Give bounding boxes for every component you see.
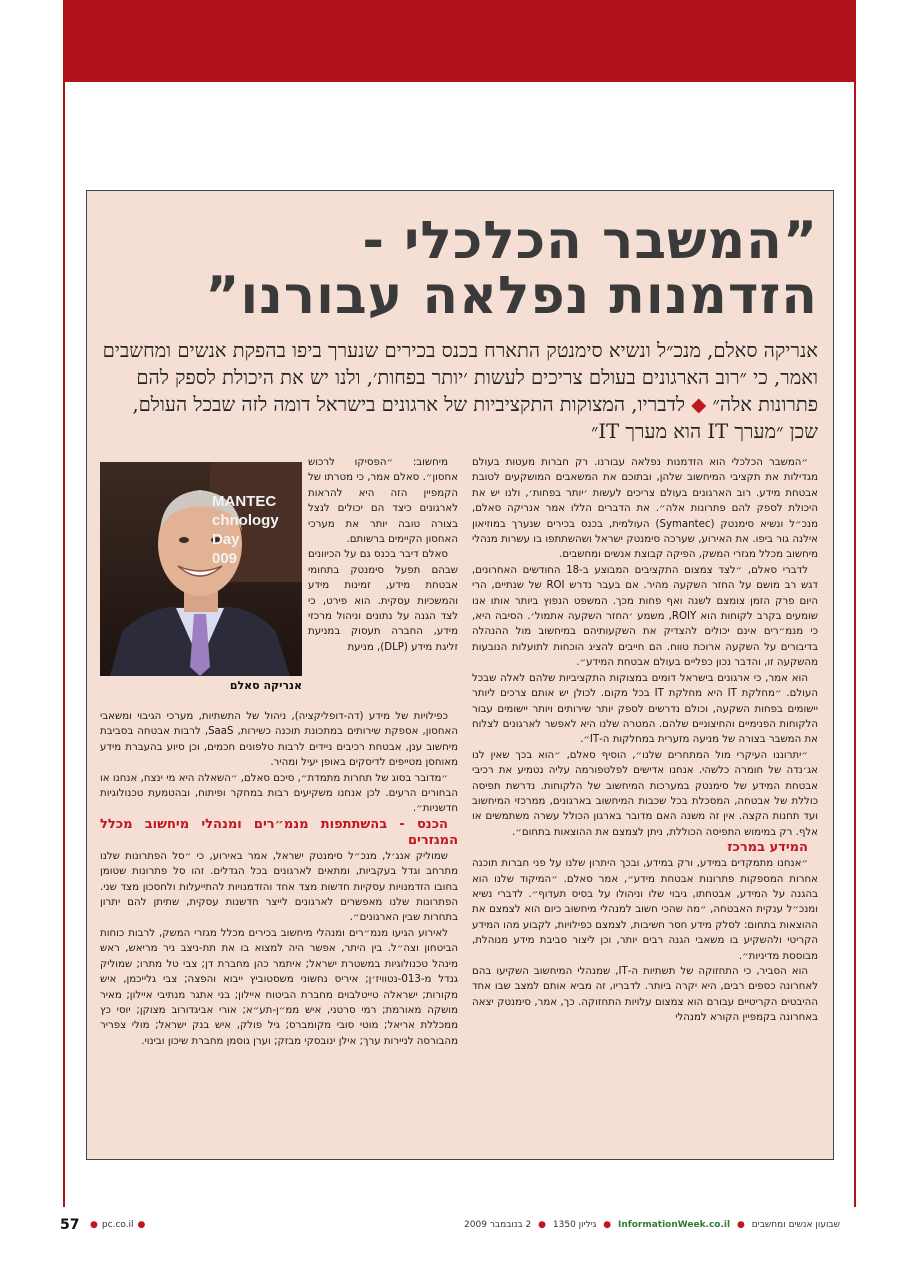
deck-part-1: אנריקה סאלם, מנכ״ל ונשיא סימנטק התארח בכנס בכירים שנערך ביפו בהפקת אנשים ומחשבים ואמר, כי ״רוב הארגונים בעולם צריכים לעשות ׳יותר בפחות׳, ולנו יש את היכולת לספק להם פתרונות אלה״ (102, 339, 818, 416)
article-column-right (472, 455, 818, 1026)
footer-url (86, 1214, 149, 1236)
footer-credits (464, 1214, 840, 1236)
paragraph: ״מדובר בסוג של תחרות מתמדת״, סיכם סאלם, ״השאלה היא מי ינצח, אנחנו או הבחורים הרעים. לכן אנחנו משקיעים רבות במחקר ופיתוח, ובהטמעת טכנולוגיות חדשניות״. (100, 772, 458, 815)
title-line-1: ”המשבר הכלכלי - (362, 211, 818, 271)
diamond-icon: ◆ (691, 393, 707, 416)
footer-date: 2 בנובמבר 2009 (464, 1220, 532, 1230)
paragraph: הוא הסביר, כי התחזוקה של תשתיות ה-IT, שמנהלי המיחשוב השקיעו בהם לאחרונה כספים רבים, היא יקרה ביותר. לדבריו, זה מביא אותם למצב שבו אחד ההיבטים הקריטיים עבורם הוא צמצום עלויות התחזוקה. כך, אמר, סימנטק יצאה באחרונה בקמפיין הקורא למנהלי (472, 966, 818, 1024)
bullet-icon: ● (736, 1220, 745, 1230)
footer-site: InformationWeek.co.il (618, 1220, 731, 1230)
page-footer (60, 1214, 840, 1236)
footer-publication: שבועון אנשים ומחשבים (751, 1220, 840, 1230)
paragraph: סאלם דיבר בכנס גם על הכיוונים שבהם תפעל סימנטק בתחומי אבטחת מידע, זמינות מידע והמשכיות עסקית. הוא פירט, כי לצד הגנה על נתונים וניהול מרכזי מידע, החברה תעסוק במניעת זליגת מידע (DLP), מניעת (308, 549, 458, 653)
photo-banner-text: MANTEC chnology Day 009 (212, 493, 279, 567)
bullet-icon: ● (137, 1220, 146, 1230)
section-heading: הכנס - בהשתתפות מנמ״רים ומנהלי מיחשוב מכלל המגזרים (100, 816, 458, 848)
article-deck (100, 337, 818, 445)
paragraph: כפילויות של מידע (דה-דופליקציה), ניהול של התשתיות, מערכי הגיבוי ומשאבי האחסון, אספקת שירותים במתכונת תוכנה כשירות, SaaS, לרבות אבטחה בסביבת מיחשוב ענן, אבטחת רכיבים ניידים לרבות טלפונים חכמים, וכן סיוע בהעברת מידע מאוחסן מטייפים לדיסקים באופן יעיל ומהיר. (100, 711, 458, 769)
article-title (100, 211, 818, 326)
bullet-icon: ● (603, 1220, 612, 1230)
article-column-left (100, 709, 458, 1049)
page-number: 57 (60, 1217, 80, 1233)
bullet-icon: ● (90, 1220, 98, 1230)
paragraph: מיחשוב: ״הפסיקו לרכוש אחסון״. סאלם אמר, כי מטרתו של הקמפיין הזה היא להראות לארגונים כיצד הם יכולים לנצל בצורה טובה יותר את מערכי האחסון הקיימים ברשותם. (308, 457, 458, 546)
title-line-2: הזדמנות נפלאה עבורנו” (205, 266, 818, 326)
paragraph: הוא אמר, כי ארגונים בישראל דומים במצוקות התקציביות שלהם לאלה שבכל העולם. ״מחלקת IT היא מחלקת IT בכל מקום. לכולן יש אותם צרכים ליותר יישומים בפחות השקעה, וכולם נדרשים לספק יותר שירותים ויותר יישומים עבור הלקוחות הפנימיים והחיצוניים שלהם. המטרה שלנו היא לאפשר לארגונים לצלוח את המשבר בצורה של מניעה מזערית במחלקות ה-IT״. (472, 672, 818, 746)
section-heading: המידע במרכז (727, 840, 808, 856)
footer-url-text: pc.co.il (101, 1220, 134, 1230)
deck-part-2: לדבריו, המצוקות התקציביות של ארגונים בישראל דומה לזה שבכל העולם, שכן ״מערך IT הוא מערך IT״ (132, 393, 818, 443)
photo-caption: אנריקה סאלם (229, 679, 302, 692)
paragraph: שמוליק אנג׳ל, מנכ״ל סימנטק ישראל, אמר באירוע, כי ״סל הפתרונות שלנו מתרחב וגדל בעקביות, ומתאים לארגונים בכל הגדלים. זהו סל פתרונות שטומן בחובו הזדמנויות עסקיות חדשות מצד אחד והזדמנויות להתייעלות ולחסכון מצד שני. הפתרונות שלנו מאפשרים לארגונים לייצר חדשנות עסקית, שתיתן להם יתרון בתחרות שבין הארגונים״. (100, 850, 458, 924)
paragraph: לדברי סאלם, ״לצד צמצום התקציבים המבוצע ב-18 החודשים האחרונים, דגש רב מושם על החזר השקעה מהיר. אם בעבר נדרש ROI של שנתיים, הרי היום פרק הזמן צומצם לשנה ואף פחות מכך. המשפט הנפוץ ביותר אותו אנו שומעים בקרב לקוחות הוא ROIY, משמע ׳החזר השקעה אתמול׳. הסיבה היא, כי מנמ״רים אינם יכולים להצדיק את השקעותיהם במיחשוב מול ההנהלה בדיבורים על השקעה ארוכת טווח. הם חייבים להציג הוכחות לתועלות הנובעות מהשקעה זו, והדבר נכון כפליים בעולם אבטחת המידע״. (472, 564, 819, 669)
bullet-icon: ● (538, 1220, 547, 1230)
footer-issue: גיליון 1350 (552, 1220, 597, 1230)
page-rule-left (63, 82, 65, 1207)
paragraph: ״המשבר הכלכלי הוא הזדמנות נפלאה עבורנו. רק חברות מעטות בעולם מגדילות את תקציבי המיחשוב שלהן, ובתוכם את המשאבים המושקעים לטובת אבטחת מידע. רוב הארגונים בעולם צריכים לעשות ׳יותר בפחות׳, ולנו יש את היכולת לספק להם פתרונות אלה״. את הדברים הללו אמר אנריקה סאלם, מנכ״ל ונשיא סימנטק (Symantec) העולמית, בכנס בכירים שנערך במוזיאון אילנה גור ביפו. את האירוע, שערכה סימנטק ישראל ושהשתתפו בו עשרות מנהלי מיחשוב מכלל מגזרי המשק, הפיקה קבוצת אנשים ומחשבים. (472, 457, 818, 561)
article-column-left-upper (308, 455, 458, 655)
masthead-band (63, 0, 856, 82)
paragraph: ״יתרוננו העיקרי מול המתחרים שלנו״, הוסיף סאלם, ״הוא בכך שאין לנו אג׳נדה של חומרה כלשהי. אנחנו אדישים לפלטפורמה עליה נטמיע את רכיבי אבטחת המידע של סימנטק במערכות המיחשוב של הלקוחות. נדרשת תפיסה כוללת של אבטחה, המסכלת בכל שכבות המיחשוב בארגונים, ממרכזי המיחשוב ועד תחנות הקצה. אין זה משנה האם מדובר בארגון הכולל עשרה משתמשים או אלף. רק במימוש התפיסה הכוללת, ניתן לצמצם את ההוצאות בתחום״. (472, 749, 818, 838)
portrait-photo (100, 462, 302, 676)
paragraph: לאירוע הגיעו מנמ״רים ומנהלי מיחשוב בכירים מכלל מגזרי המשק, לרבות כוחות הביטחון וצה״ל. בין היתר, אפשר היה למצוא בו את תת-ניצב ניר מריאש, ראש מינהל טכנולוגיות במשטרת ישראל; איתמר כהן מחברת דן; צבי טל מתרו; שמוליק גנדל מ-013-נטוויז׳ן; איריס נחשוני משסטוביץ ייבוא והפצה; צבי גלייכמן, איש מקורות; ישראלה טייטלבוים מחברת הביטוח איילון; בני אתגר מנתיבי איילון; מאיר מושקה מאורמת; רמי סרטני, איש ממ״ן-תע״א; אורי אביגדורוב מצוקן; יוסי כץ ממכללת אריאל; מוטי סובי מקומברס; גיל פולק, איש בנק ישראל; מולי צפריר מהבורסה לניירות ערך; אילן ינובסקי מבזק; וערן גוסמן מחברת שיכון ובינוי. (100, 927, 458, 1047)
page-rule-right (854, 82, 856, 1207)
paragraph: ״אנחנו מתמקדים במידע, ורק במידע, ובכך היתרון שלנו על פני חברות תוכנה אחרות המספקות פתרונות אבטחת מידע״, אמר סאלם. ״המיקוד שלנו הוא בהגנה על המידע, אבטחתו, גיבוי שלו וניהולו על בסיס תעדוף״. לדברי נשיא ומנכ״ל ענקית האבטחה, ״מה שהכי חשוב למנהלי מיחשוב כיום הוא לצמצם את ההוצאות בתחום: לסלק מידע חסר חשיבות, לצמצם כפילויות, לקבוע מהו המידע הקריטי ולהשקיע בו משאבי הגנה רבים יותר, וכן ליצור סביבת מידע מנוהלת, מבוססת מדיניות״. (472, 858, 818, 962)
